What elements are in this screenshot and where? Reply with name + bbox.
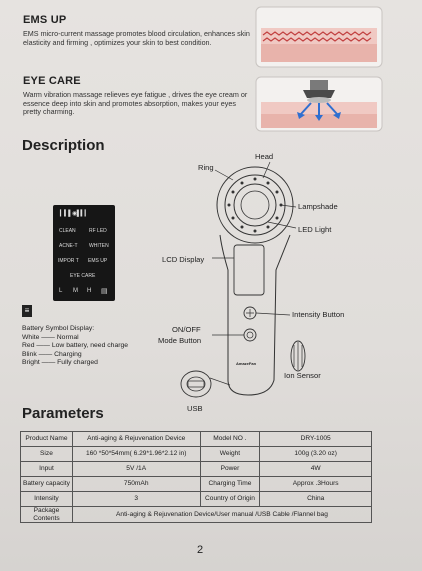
table-row [21, 477, 372, 492]
label-lcd-display: LCD Display [162, 255, 205, 264]
lcd-import: IMPOR T [58, 258, 79, 264]
label-ring: Ring [198, 163, 214, 172]
lcd-battery-icon: ▤ [101, 288, 108, 295]
ems-illustration [255, 6, 383, 68]
table-cell: China [260, 492, 372, 507]
label-intensity-button: Intensity Button [292, 310, 345, 319]
parameters-table [20, 431, 372, 523]
label-ion-sensor: Ion Sensor [284, 371, 321, 380]
device-brand-label: AmazeFan [236, 361, 257, 366]
battery-red-row: Red —— Low battery, need charge [22, 342, 129, 350]
eye-care-title: EYE CARE [23, 75, 81, 87]
lcd-whiten: WHITEN [89, 243, 109, 249]
battery-icon: ≡ [22, 305, 32, 317]
table-cell: Anti-aging & Rejuvenation Device/User manual /USB Cable /Flannel bag [72, 507, 371, 523]
table-cell: DRY-1005 [260, 432, 372, 447]
table-row [21, 447, 372, 462]
table-cell: 3 [72, 492, 200, 507]
label-lampshade: Lampshade [298, 202, 338, 211]
parameters-title: Parameters [22, 405, 104, 422]
label-led-light: LED Light [298, 225, 332, 234]
label-on-off: ON/OFF [172, 325, 201, 334]
table-cell: 100g (3.20 oz) [260, 447, 372, 462]
table-cell: Input [21, 462, 73, 477]
lcd-panel [53, 205, 115, 301]
lcd-h: H [87, 288, 92, 294]
battery-white-row: White —— Normal [22, 333, 79, 341]
table-cell: 4W [260, 462, 372, 477]
table-cell: Country of Origin [200, 492, 260, 507]
table-cell: 750mAh [72, 477, 200, 492]
page-number: 2 [197, 544, 204, 556]
table-cell: Anti-aging & Rejuvenation Device [72, 432, 200, 447]
lcd-l: L [59, 288, 63, 294]
lcd-m: M [73, 288, 78, 294]
lcd-rf-led: RF LED [89, 228, 107, 234]
table-cell: Size [21, 447, 73, 462]
table-row [21, 462, 372, 477]
lcd-acne: ACNE-T [59, 243, 78, 249]
table-cell: Intensity [21, 492, 73, 507]
label-usb: USB [187, 404, 203, 413]
label-mode-button: Mode Button [158, 336, 202, 345]
table-cell: 5V /1A [72, 462, 200, 477]
device-head-shape [310, 80, 328, 90]
battery-heading: Battery Symbol Display: [22, 325, 95, 332]
lcd-clean: CLEAN [59, 228, 76, 234]
table-row [21, 432, 372, 447]
battery-blink-row: Blink —— Charging [22, 350, 82, 358]
lcd-ems-up: EMS UP [88, 258, 108, 264]
table-cell: Product Name [21, 432, 73, 447]
description-title: Description [22, 137, 105, 154]
table-cell: Model NO . [200, 432, 260, 447]
lcd-eye-care: EYE CARE [70, 273, 96, 279]
table-cell: Battery capacity [21, 477, 73, 492]
table-cell: Weight [200, 447, 260, 462]
table-row [21, 492, 372, 507]
eye-care-text: Warm vibration massage relieves eye fatigue , drives the eye cream or essence deep into skin and promotes absorption, makes your eyes pretty charming. [23, 90, 248, 117]
table-cell: Power [200, 462, 260, 477]
battery-display-legend [22, 325, 128, 368]
battery-bright-row: Bright —— Fully charged [22, 359, 98, 367]
table-row-package [21, 507, 372, 523]
lcd-wave-icon: ▎▍▌◉▌▍▎ [60, 211, 89, 217]
ems-title: EMS UP [23, 14, 67, 26]
label-head: Head [255, 152, 274, 161]
table-cell: Package Contents [21, 507, 73, 523]
table-cell: Charging Time [200, 477, 260, 492]
table-cell: 160 *50*54mm( 6.29*1.96*2.12 in) [72, 447, 200, 462]
ems-text: EMS micro-current massage promotes blood circulation, enhances skin elasticity and firming , optimizes your skin to best condition. [23, 29, 250, 47]
eye-care-illustration [255, 76, 383, 132]
table-cell: Approx .3Hours [260, 477, 372, 492]
